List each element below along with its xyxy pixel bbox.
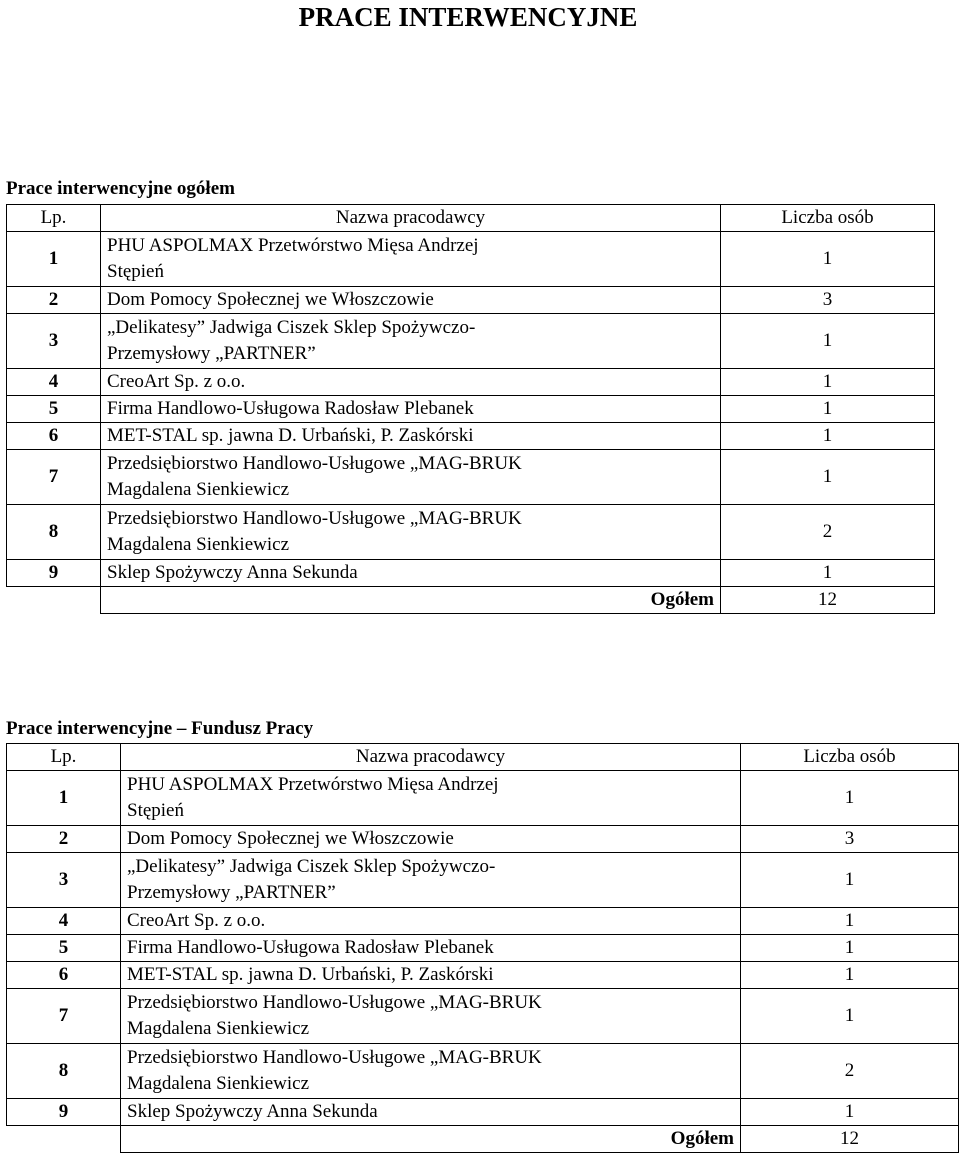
employer-name: [121, 908, 741, 935]
employer-name-line: Przedsiębiorstwo Handlowo-Usługowe „MAG-BRUK: [127, 1047, 542, 1068]
employer-name-line: Magdalena Sienkiewicz: [127, 1073, 310, 1094]
employer-name-line: CreoArt Sp. z o.o.: [107, 371, 246, 392]
table-row: [7, 450, 935, 505]
total-value: 12: [721, 587, 935, 614]
table-row: [7, 989, 959, 1044]
employer-name: [121, 1099, 741, 1126]
table-header-row: [7, 744, 959, 771]
employer-name-line: Przedsiębiorstwo Handlowo-Usługowe „MAG-BRUK: [107, 453, 522, 474]
table-row: [7, 908, 959, 935]
person-count: 1: [741, 1099, 959, 1126]
row-number: 5: [7, 935, 121, 962]
section-heading: Prace interwencyjne – Fundusz Pracy: [6, 718, 314, 739]
table-row: [7, 423, 935, 450]
column-header-lp: Lp.: [7, 744, 121, 771]
employer-name-line: „Delikatesy” Jadwiga Ciszek Sklep Spożywczo-: [127, 856, 496, 877]
employer-name-line: Sklep Spożywczy Anna Sekunda: [127, 1101, 378, 1122]
person-count: 1: [741, 935, 959, 962]
row-number: 8: [7, 1044, 121, 1099]
table-body: [7, 771, 959, 1153]
row-number: 7: [7, 989, 121, 1044]
person-count: 2: [741, 1044, 959, 1099]
employer-name-line: Dom Pomocy Społecznej we Włoszczowie: [127, 828, 454, 849]
employer-name-line: Przemysłowy „PARTNER”: [107, 343, 316, 364]
table-row: [7, 853, 959, 908]
employer-name: [101, 232, 721, 287]
employer-name: [101, 560, 721, 587]
total-spacer: [7, 587, 101, 614]
employer-name-line: Firma Handlowo-Usługowa Radosław Plebanek: [107, 398, 474, 419]
employer-name-line: Sklep Spożywczy Anna Sekunda: [107, 562, 358, 583]
table-row: [7, 962, 959, 989]
column-header-count: Liczba osób: [721, 205, 935, 232]
employer-name-line: MET-STAL sp. jawna D. Urbański, P. Zaskórski: [127, 964, 494, 985]
employer-name: [101, 314, 721, 369]
employer-name: [121, 935, 741, 962]
table-row: [7, 826, 959, 853]
column-header-lp: Lp.: [7, 205, 101, 232]
person-count: 1: [721, 423, 935, 450]
employer-name-line: Przemysłowy „PARTNER”: [127, 882, 336, 903]
employer-name: [121, 826, 741, 853]
employer-name-line: MET-STAL sp. jawna D. Urbański, P. Zaskórski: [107, 425, 474, 446]
row-number: 5: [7, 396, 101, 423]
employer-name: [121, 853, 741, 908]
row-number: 4: [7, 908, 121, 935]
row-number: 2: [7, 287, 101, 314]
employer-name-line: Magdalena Sienkiewicz: [107, 534, 290, 555]
employer-name-line: Magdalena Sienkiewicz: [127, 1018, 310, 1039]
table-row: [7, 232, 935, 287]
employer-name-line: Stępień: [127, 800, 184, 821]
column-header-count: Liczba osób: [741, 744, 959, 771]
person-count: 1: [741, 989, 959, 1044]
table-row: [7, 1044, 959, 1099]
table-row: [7, 287, 935, 314]
employer-name: [121, 962, 741, 989]
person-count: 1: [721, 560, 935, 587]
employer-name-line: Stępień: [107, 261, 164, 282]
employer-name: [121, 989, 741, 1044]
person-count: 1: [721, 232, 935, 287]
row-number: 6: [7, 423, 101, 450]
total-spacer: [7, 1126, 121, 1153]
person-count: 1: [721, 369, 935, 396]
column-header-name: Nazwa pracodawcy: [121, 744, 741, 771]
table-row: [7, 1099, 959, 1126]
person-count: 1: [741, 771, 959, 826]
table-row: [7, 314, 935, 369]
employer-name-line: PHU ASPOLMAX Przetwórstwo Mięsa Andrzej: [107, 235, 479, 256]
table-row: [7, 396, 935, 423]
row-number: 1: [7, 232, 101, 287]
employer-name-line: CreoArt Sp. z o.o.: [127, 910, 266, 931]
page-title: PRACE INTERWENCYJNE: [298, 2, 638, 32]
employers-table: [6, 743, 959, 1153]
employer-name: [101, 396, 721, 423]
column-header-name: Nazwa pracodawcy: [101, 205, 721, 232]
person-count: 1: [721, 396, 935, 423]
person-count: 1: [721, 450, 935, 505]
person-count: 1: [741, 908, 959, 935]
row-number: 3: [7, 314, 101, 369]
row-number: 9: [7, 1099, 121, 1126]
row-number: 8: [7, 505, 101, 560]
employer-name-line: PHU ASPOLMAX Przetwórstwo Mięsa Andrzej: [127, 774, 499, 795]
table-row: [7, 935, 959, 962]
person-count: 3: [741, 826, 959, 853]
employer-name: [101, 423, 721, 450]
employer-name: [101, 505, 721, 560]
employer-name: [121, 771, 741, 826]
employers-table: [6, 204, 935, 614]
employer-name-line: Dom Pomocy Społecznej we Włoszczowie: [107, 289, 434, 310]
row-number: 6: [7, 962, 121, 989]
employer-name-line: „Delikatesy” Jadwiga Ciszek Sklep Spożywczo-: [107, 317, 476, 338]
total-row: [7, 1126, 959, 1153]
employer-name: [101, 450, 721, 505]
table-body: [7, 232, 935, 614]
row-number: 4: [7, 369, 101, 396]
row-number: 9: [7, 560, 101, 587]
table-row: [7, 771, 959, 826]
table-row: [7, 505, 935, 560]
employer-name-line: Firma Handlowo-Usługowa Radosław Plebanek: [127, 937, 494, 958]
row-number: 3: [7, 853, 121, 908]
table-header-row: [7, 205, 935, 232]
table-row: [7, 369, 935, 396]
section-heading: Prace interwencyjne ogółem: [6, 178, 235, 199]
total-value: 12: [741, 1126, 959, 1153]
employer-name-line: Magdalena Sienkiewicz: [107, 479, 290, 500]
person-count: 3: [721, 287, 935, 314]
total-label: Ogółem: [101, 587, 721, 614]
row-number: 7: [7, 450, 101, 505]
total-row: [7, 587, 935, 614]
person-count: 2: [721, 505, 935, 560]
employer-name-line: Przedsiębiorstwo Handlowo-Usługowe „MAG-BRUK: [107, 508, 522, 529]
person-count: 1: [741, 853, 959, 908]
person-count: 1: [721, 314, 935, 369]
employer-name: [121, 1044, 741, 1099]
row-number: 1: [7, 771, 121, 826]
employer-name: [101, 369, 721, 396]
row-number: 2: [7, 826, 121, 853]
employer-name: [101, 287, 721, 314]
person-count: 1: [741, 962, 959, 989]
total-label: Ogółem: [121, 1126, 741, 1153]
table-row: [7, 560, 935, 587]
employer-name-line: Przedsiębiorstwo Handlowo-Usługowe „MAG-BRUK: [127, 992, 542, 1013]
